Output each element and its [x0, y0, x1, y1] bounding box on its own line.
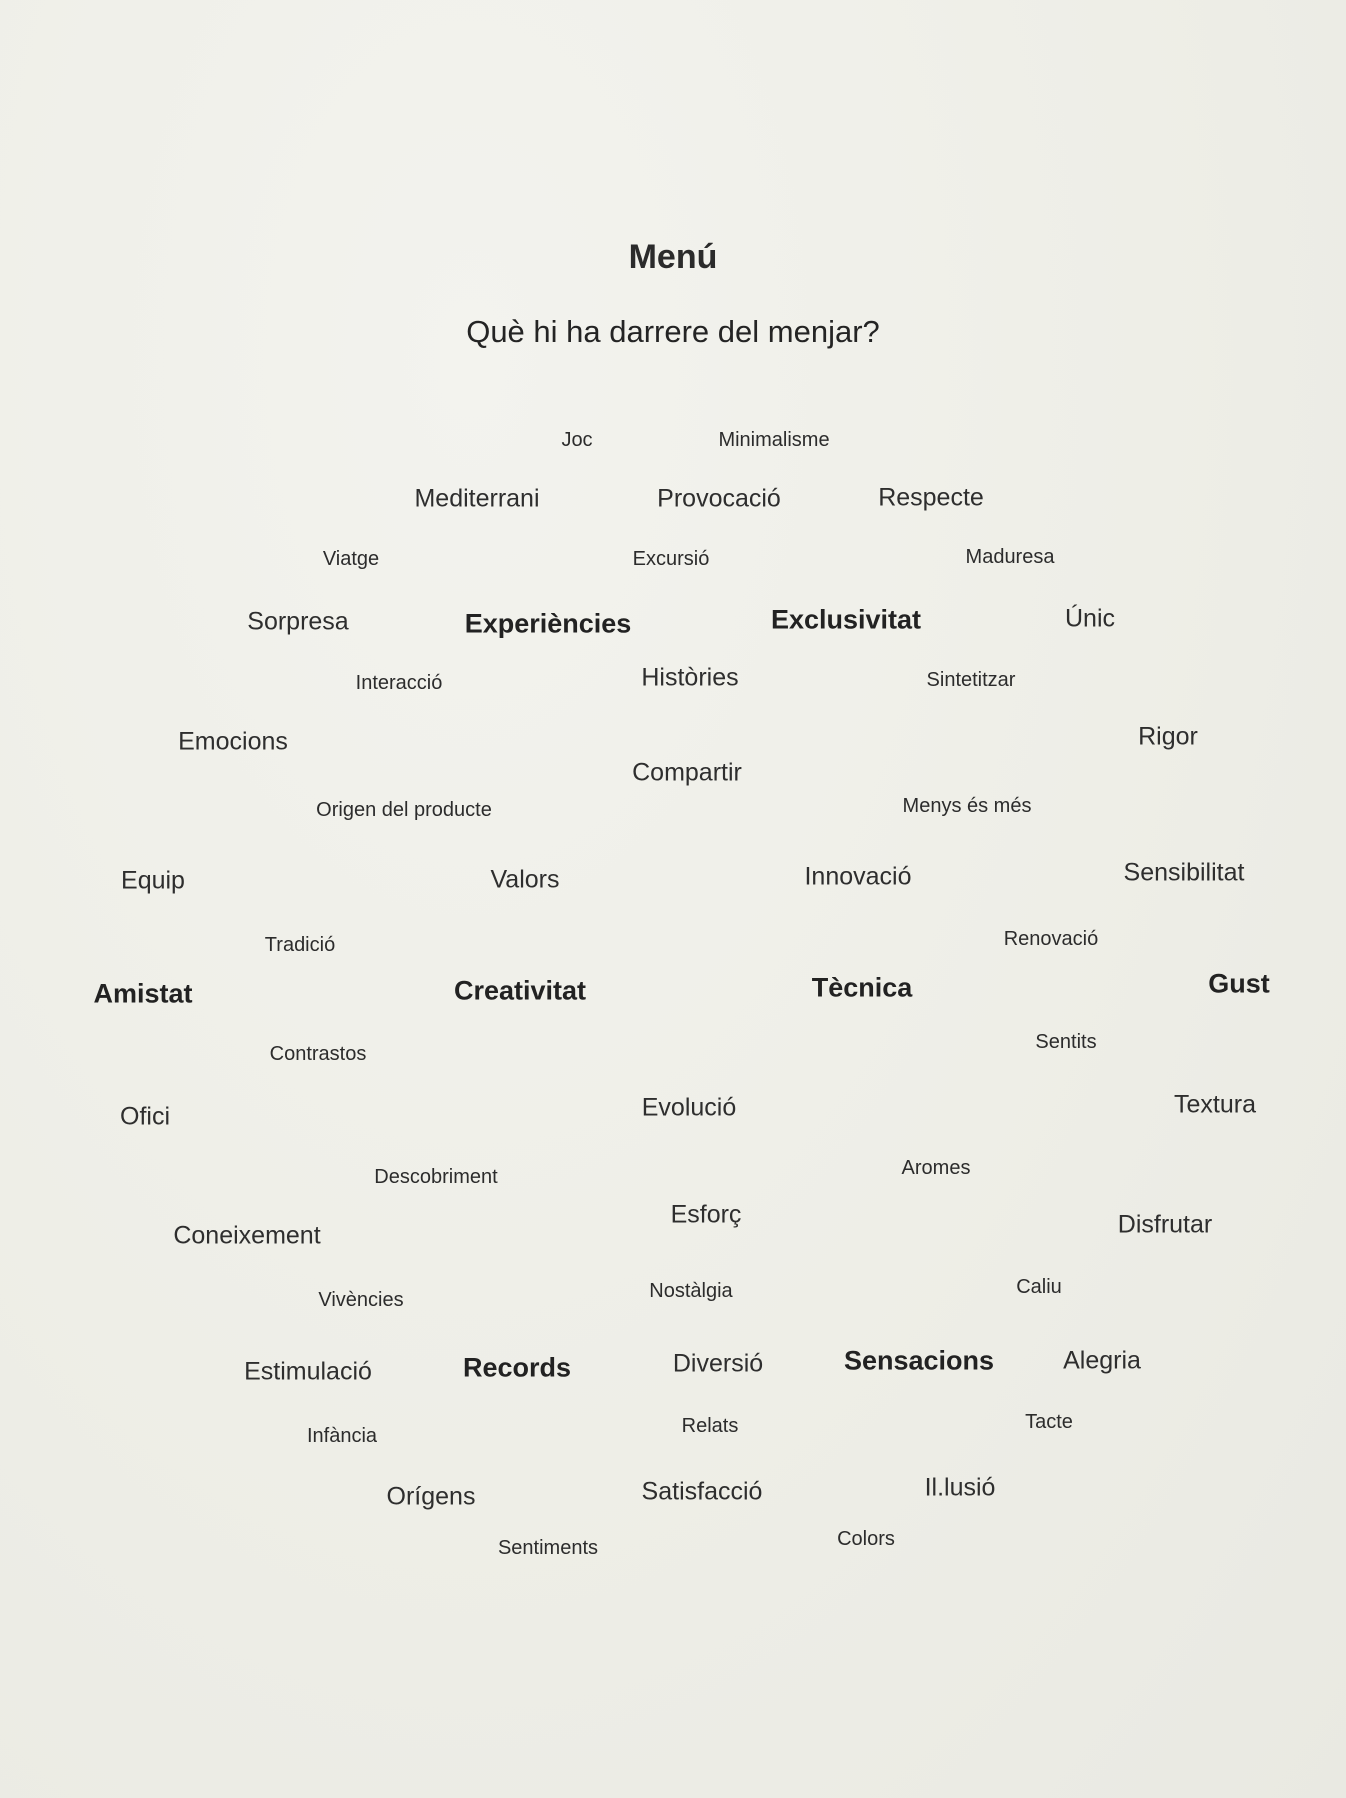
word-sentits: Sentits — [1035, 1031, 1097, 1053]
word-renovacio: Renovació — [1003, 928, 1099, 950]
word-histories: Històries — [641, 663, 739, 692]
word-menys-es-mes: Menys és més — [902, 795, 1032, 817]
word-experiencies: Experiències — [464, 608, 632, 639]
word-amistat: Amistat — [93, 978, 193, 1009]
word-creativitat: Creativitat — [453, 975, 587, 1006]
word-tacte: Tacte — [1025, 1411, 1073, 1433]
word-maduresa: Maduresa — [965, 546, 1055, 568]
word-infancia: Infància — [306, 1425, 378, 1447]
word-interaccio: Interacció — [355, 672, 443, 694]
word-contrastos: Contrastos — [269, 1043, 367, 1065]
word-sorpresa: Sorpresa — [247, 607, 349, 636]
word-satisfaccio: Satisfacció — [641, 1477, 763, 1506]
word-descobriment: Descobriment — [374, 1166, 498, 1188]
word-vivencies: Vivències — [318, 1289, 404, 1311]
word-valors: Valors — [490, 865, 560, 894]
word-disfrutar: Disfrutar — [1117, 1210, 1213, 1239]
word-caliu: Caliu — [1016, 1276, 1062, 1298]
word-colors: Colors — [837, 1528, 895, 1550]
word-ofici: Ofici — [120, 1102, 170, 1131]
menu-subtitle: Què hi ha darrere del menjar? — [466, 314, 880, 349]
word-unic: Únic — [1064, 604, 1116, 633]
word-alegria: Alegria — [1063, 1346, 1141, 1375]
word-origens: Orígens — [386, 1482, 476, 1511]
word-provocacio: Provocació — [657, 484, 781, 513]
word-innovacio: Innovació — [804, 862, 912, 891]
word-estimulacio: Estimulació — [244, 1357, 372, 1386]
word-origen-del-producte: Origen del producte — [316, 799, 492, 821]
word-joc: Joc — [561, 429, 593, 451]
word-sensibilitat: Sensibilitat — [1123, 858, 1245, 887]
word-nostalgia: Nostàlgia — [649, 1280, 733, 1302]
word-sentiments: Sentiments — [497, 1537, 599, 1559]
word-illusio: Il.lusió — [924, 1473, 996, 1502]
word-sintetitzar: Sintetitzar — [926, 669, 1016, 691]
word-relats: Relats — [681, 1415, 739, 1437]
word-gust: Gust — [1208, 968, 1270, 999]
word-emocions: Emocions — [178, 727, 288, 756]
word-diversio: Diversió — [672, 1349, 764, 1378]
word-records: Records — [462, 1352, 572, 1383]
word-coneixement: Coneixement — [173, 1221, 321, 1250]
word-excursio: Excursió — [632, 548, 710, 570]
word-equip: Equip — [121, 866, 185, 895]
word-textura: Textura — [1174, 1090, 1256, 1119]
word-evolucio: Evolució — [641, 1093, 737, 1122]
word-sensacions: Sensacions — [843, 1345, 995, 1376]
word-aromes: Aromes — [901, 1157, 971, 1179]
word-rigor: Rigor — [1138, 722, 1198, 751]
word-minimalisme: Minimalisme — [718, 429, 830, 451]
menu-title: Menú — [628, 238, 718, 276]
word-mediterrani: Mediterrani — [414, 484, 540, 513]
word-viatge: Viatge — [322, 548, 380, 570]
word-tradicio: Tradició — [264, 934, 336, 956]
word-respecte: Respecte — [878, 483, 984, 512]
word-tecnica: Tècnica — [811, 972, 913, 1003]
word-compartir: Compartir — [632, 758, 742, 787]
word-exclusivitat: Exclusivitat — [770, 604, 922, 635]
word-esforc: Esforç — [670, 1200, 742, 1229]
